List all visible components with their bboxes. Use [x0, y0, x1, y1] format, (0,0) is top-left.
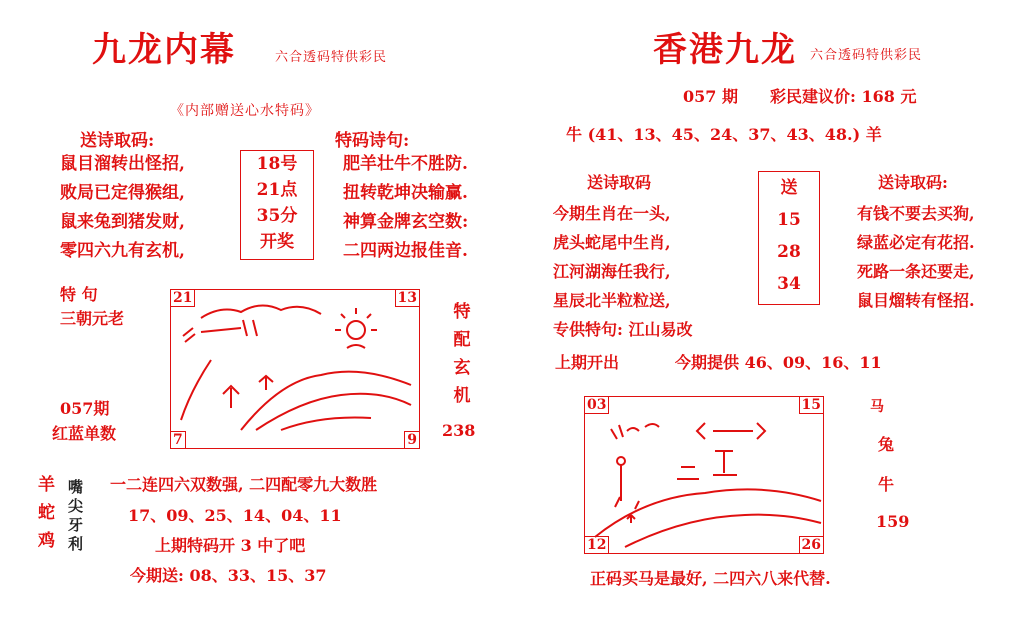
code-poem-line: 扭转乾坤决输赢.	[343, 183, 468, 203]
left-line4: 今期送: 08、33、15、37	[130, 566, 327, 585]
side-text	[68, 478, 83, 554]
poem-line: 有钱不要去买狗,	[857, 204, 975, 223]
right-col-item: 159	[876, 512, 910, 531]
vertical-char: 特	[453, 302, 471, 322]
right-col-item: 牛	[878, 475, 895, 494]
corner-number: 12	[584, 536, 609, 554]
vertical-char: 配	[453, 330, 471, 350]
poem-line: 今期生肖在一头,	[553, 204, 671, 223]
code-poem-line: 神算金牌玄空数:	[343, 212, 469, 232]
side-char: 嘴	[68, 478, 84, 496]
corner-number: 9	[404, 431, 420, 449]
time-box-line: 开奖	[260, 232, 294, 252]
gift-line: 34	[777, 274, 801, 294]
left-picture	[170, 289, 420, 449]
poem-line: 败局已定得猴组,	[60, 183, 185, 203]
right-col-item: 兔	[878, 435, 895, 454]
time-box-line: 35分	[256, 206, 298, 226]
poem-line: 江河湖海任我行,	[553, 262, 671, 281]
zodiac-list	[38, 470, 55, 554]
time-box	[240, 150, 314, 260]
right-title: 香港九龙	[653, 30, 797, 70]
left-line2: 17、09、25、14、04、11	[128, 506, 342, 525]
right-picture	[584, 396, 824, 554]
right-special-phrase: 专供特句: 江山易改	[553, 320, 693, 339]
right-poem-label: 送诗取码	[587, 173, 652, 192]
right-col-item: 马	[870, 399, 884, 415]
poem-line: 鼠目溜转出怪招,	[60, 154, 185, 174]
vertical-char: 玄	[453, 358, 471, 378]
left-poem-label: 送诗取码:	[80, 131, 155, 151]
code-poem-label: 特码诗句:	[335, 131, 410, 151]
poem-line: 零四六九有玄机,	[60, 241, 185, 261]
sheep-line: 牛 (41、13、45、24、37、43、48.) 羊	[566, 125, 882, 144]
price-label: 彩民建议价: 168 元	[770, 87, 917, 106]
corner-number: 21	[170, 289, 195, 307]
left-line1: 一二连四六双数强, 二四配零九大数胜	[110, 475, 378, 494]
poem-line: 死路一条还要走,	[857, 262, 975, 281]
side-char: 尖	[68, 497, 84, 515]
gift-line: 送	[780, 178, 798, 198]
right-col	[870, 396, 909, 542]
poem-line: 绿蓝必定有花招.	[857, 233, 975, 252]
left-sketch	[171, 290, 419, 448]
vertical-char: 机	[453, 386, 471, 406]
zodiac-char: 鸡	[38, 531, 55, 551]
code-poem	[343, 150, 468, 266]
zodiac-char: 羊	[38, 475, 55, 495]
time-box-line: 21点	[256, 180, 298, 200]
code-poem-line: 肥羊壮牛不胜防.	[343, 154, 468, 174]
right-subtitle: 六合透码特供彩民	[810, 48, 923, 63]
code-poem-line: 二四两边报佳音.	[343, 241, 468, 261]
special-phrase: 三朝元老	[60, 309, 125, 328]
left-poem	[60, 150, 185, 266]
right-sketch	[585, 397, 823, 553]
left-title: 九龙内幕	[92, 30, 236, 70]
left-inner-title: 《内部赠送心水特码》	[170, 103, 320, 119]
poem-line: 虎头蛇尾中生肖,	[553, 233, 671, 252]
right-poem2-label: 送诗取码:	[878, 173, 948, 192]
gift-line: 15	[777, 210, 801, 230]
poem-line: 鼠目熘转有怪招.	[857, 291, 975, 310]
left-period: 057期	[60, 399, 110, 418]
zodiac-char: 蛇	[38, 503, 55, 523]
right-vertical	[452, 298, 472, 410]
corner-number: 13	[395, 289, 420, 307]
poem-line: 鼠来兔到猪发财,	[60, 212, 185, 232]
number-238: 238	[442, 421, 476, 440]
red-blue-odd: 红蓝单数	[52, 424, 117, 443]
right-poem2	[857, 199, 975, 315]
time-box-line: 18号	[256, 154, 298, 174]
gift-line: 28	[777, 242, 801, 262]
right-poem	[553, 199, 692, 344]
left-line3: 上期特码开 3 中了吧	[155, 536, 306, 555]
special-phrase-label: 特 句	[60, 285, 98, 304]
poem-line: 星辰北半粒粒送,	[553, 291, 671, 310]
gift-box	[758, 171, 820, 305]
right-period: 057 期	[683, 87, 738, 106]
corner-number: 03	[584, 396, 609, 414]
corner-number: 7	[170, 431, 186, 449]
right-bottom: 正码买马是最好, 二四六八来代替.	[590, 569, 831, 588]
last-open: 上期开出	[555, 353, 620, 372]
side-char: 牙	[68, 516, 84, 534]
side-char: 利	[68, 535, 84, 553]
corner-number: 15	[799, 396, 824, 414]
this-offer: 今期提供 46、09、16、11	[675, 353, 882, 372]
left-subtitle: 六合透码特供彩民	[275, 50, 388, 65]
corner-number: 26	[799, 536, 824, 554]
